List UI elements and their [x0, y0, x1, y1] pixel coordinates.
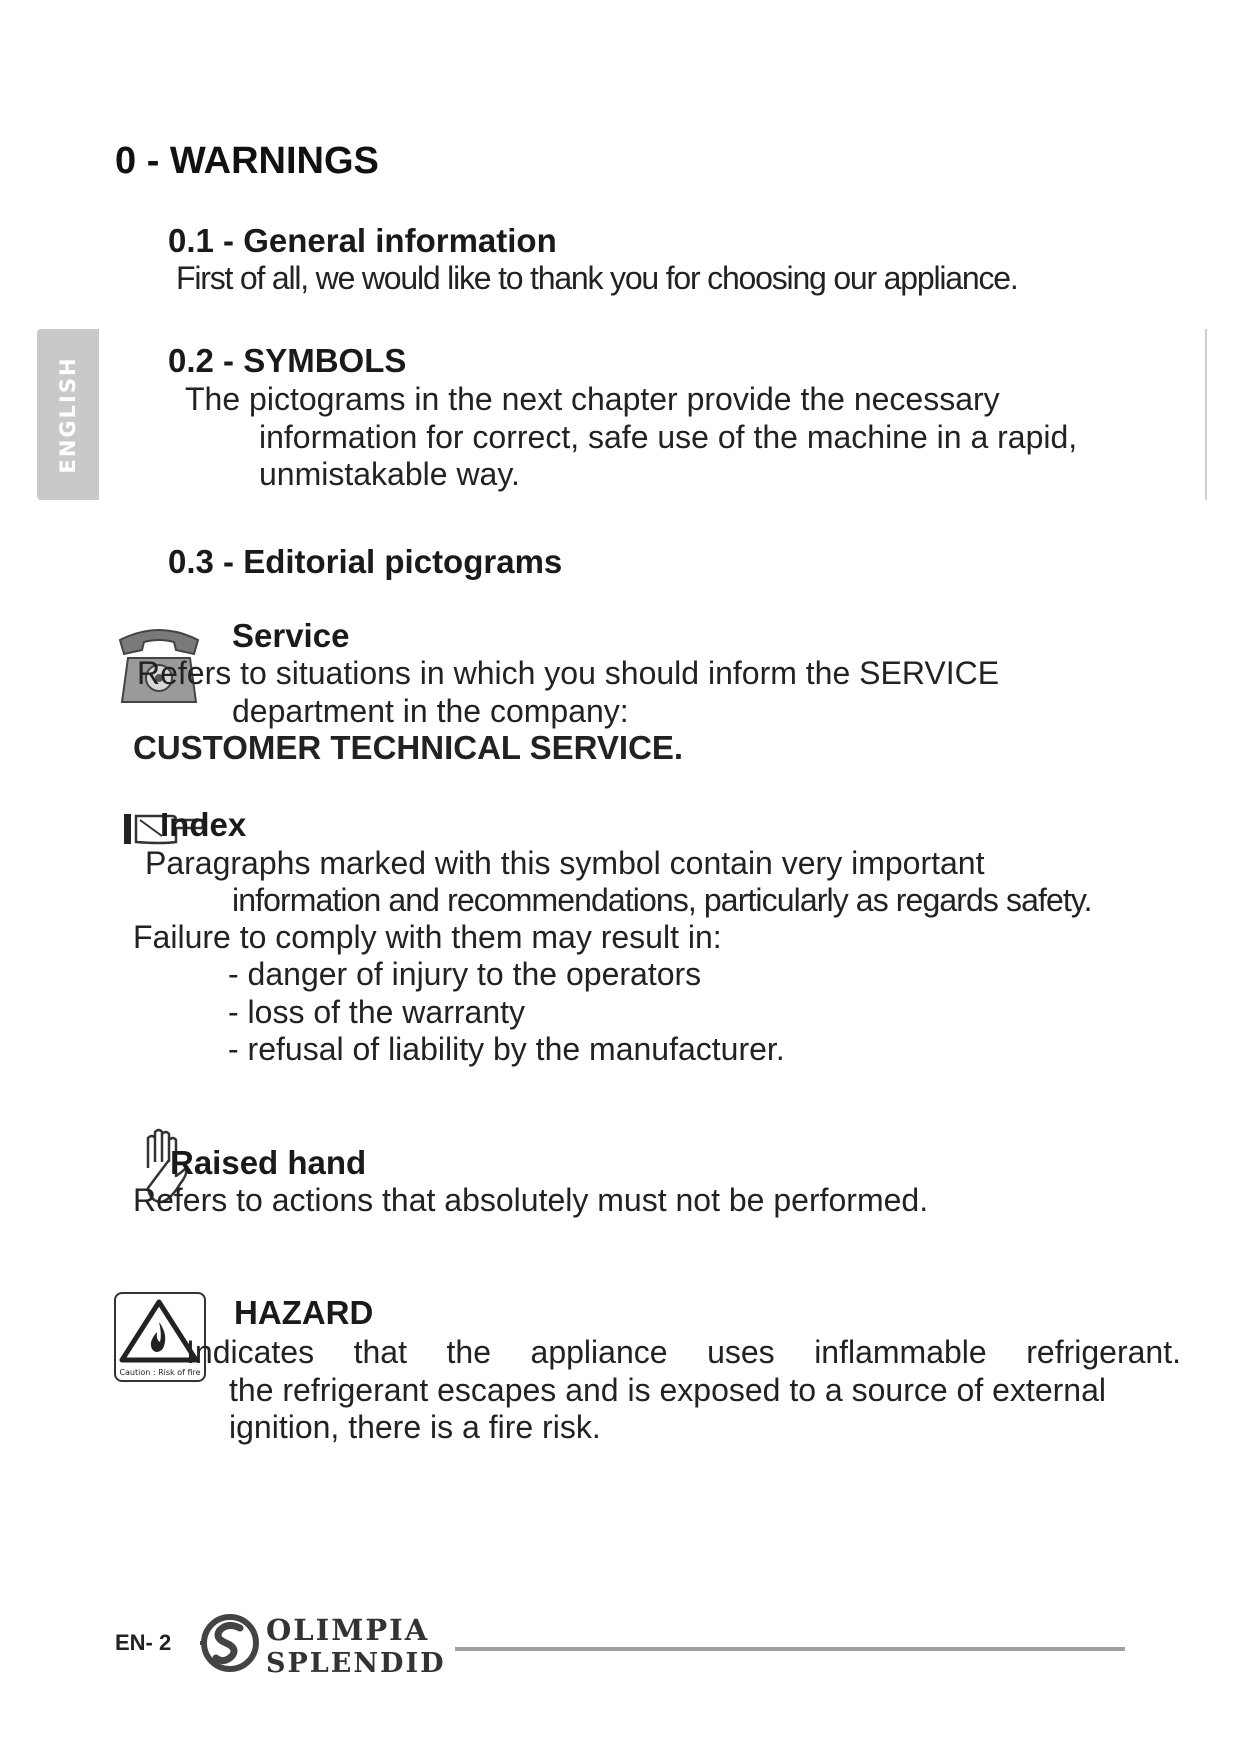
page-number: EN- 2: [115, 1630, 172, 1655]
service-bold-line: CUSTOMER TECHNICAL SERVICE.: [133, 729, 684, 766]
hazard-line-1: [186, 1334, 1181, 1371]
hazard-title: HAZARD: [234, 1294, 374, 1331]
section-01-title: 0.1 - General information: [168, 222, 557, 259]
service-line-1: Refers to situations in which you should inform the SERVICE: [137, 655, 1000, 691]
section-02-title: 0.2 - SYMBOLS: [168, 342, 407, 379]
brand-name-line-2: SPLENDID: [266, 1648, 446, 1679]
index-title: Index: [160, 806, 247, 843]
hazard-word: Indicates: [186, 1334, 315, 1370]
index-line-1: Paragraphs marked with this symbol contain very important: [145, 845, 985, 881]
raised-hand-text: Refers to actions that absolutely must not be performed.: [133, 1182, 929, 1218]
hazard-word: appliance: [530, 1334, 668, 1370]
hazard-word: uses: [707, 1334, 775, 1370]
right-margin-rule: [1205, 329, 1207, 500]
language-tab: [37, 329, 99, 500]
language-tab-label: ENGLISH: [56, 355, 80, 474]
index-line-2: information and recommendations, particularly as regards safety.: [232, 882, 1092, 918]
section-02-line-2: information for correct, safe use of the machine in a rapid,: [259, 419, 1078, 455]
raised-hand-title: Raised hand: [170, 1144, 367, 1181]
service-title: Service: [232, 617, 350, 654]
olimpia-splendid-logo-icon: [198, 1612, 262, 1674]
section-02-line-3: unmistakable way.: [259, 456, 520, 492]
hazard-word: inflammable: [814, 1334, 987, 1370]
page-title: 0 - WARNINGS: [115, 140, 379, 182]
hazard-word: refrigerant.: [1026, 1334, 1181, 1370]
section-02-line-1: The pictograms in the next chapter provide the necessary: [185, 381, 1000, 417]
hazard-word: the: [446, 1334, 491, 1370]
index-bullet-1: - danger of injury to the operators: [228, 956, 702, 992]
section-03-title: 0.3 - Editorial pictograms: [168, 543, 563, 580]
index-bullet-2: - loss of the warranty: [228, 994, 525, 1030]
section-01-text: First of all, we would like to thank you for choosing our appliance.: [176, 260, 1018, 296]
brand-name-line-1: OLIMPIA: [266, 1613, 430, 1647]
hazard-line-3: ignition, there is a fire risk.: [229, 1409, 601, 1445]
fire-warning-caption: Caution : Risk of fire: [119, 1368, 201, 1377]
hazard-line-2: the refrigerant escapes and is exposed to a source of external: [229, 1372, 1106, 1408]
index-line-3: Failure to comply with them may result in:: [133, 919, 722, 955]
index-bullet-3: - refusal of liability by the manufacturer.: [228, 1031, 785, 1067]
hazard-word: that: [353, 1334, 407, 1370]
footer-rule: [455, 1647, 1125, 1651]
service-line-2: department in the company:: [232, 693, 629, 729]
